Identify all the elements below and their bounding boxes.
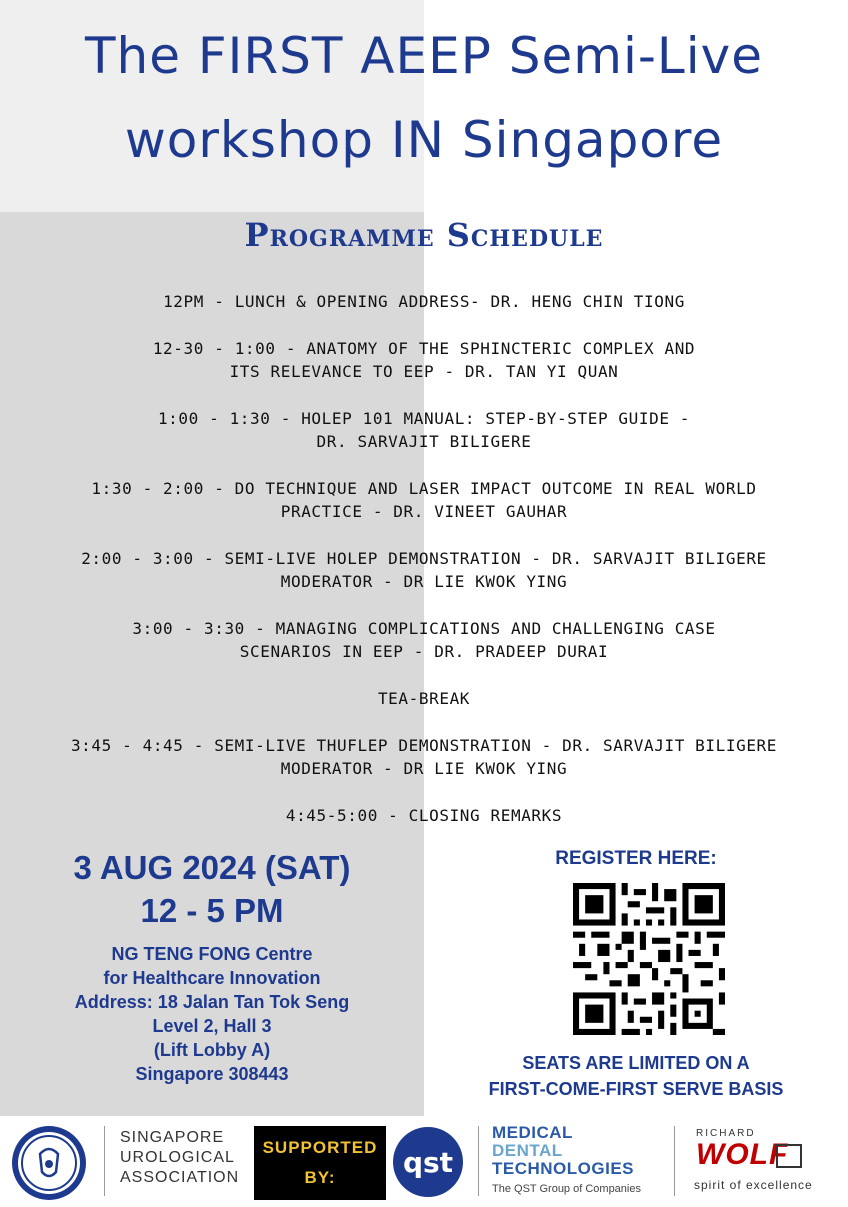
sua-name-line: SINGAPORE	[120, 1129, 225, 1146]
sua-name-line: ASSOCIATION	[120, 1169, 240, 1186]
schedule-item-line: MODERATOR - DR LIE KWOK YING	[280, 572, 568, 591]
schedule-item	[0, 617, 848, 663]
event-venue	[0, 942, 424, 1086]
sua-seal-icon	[10, 1124, 88, 1202]
wolf-top-text: RICHARD	[696, 1128, 756, 1139]
schedule-item-line: ITS RELEVANCE TO EEP - DR. TAN YI QUAN	[229, 362, 619, 381]
poster-title	[0, 14, 848, 182]
schedule-item-line: 12PM - LUNCH & OPENING ADDRESS- DR. HENG CHIN TIONG	[163, 292, 685, 311]
venue-line: Address: 18 Jalan Tan Tok Seng	[74, 992, 350, 1012]
registration-qr-code[interactable]	[573, 883, 725, 1035]
qr-code-icon	[573, 883, 725, 1035]
schedule-item	[0, 687, 848, 710]
schedule-item-line: 1:30 - 2:00 - DO TECHNIQUE AND LASER IMPACT OUTCOME IN REAL WORLD	[91, 479, 757, 498]
schedule-item	[0, 547, 848, 593]
wolf-name: WOLF	[696, 1138, 789, 1171]
schedule-item-line: 4:45-5:00 - CLOSING REMARKS	[285, 806, 563, 825]
schedule-item	[0, 804, 848, 827]
seats-line: FIRST-COME-FIRST SERVE BASIS	[488, 1079, 784, 1099]
mdt-tagline: The QST Group of Companies	[492, 1183, 641, 1195]
supported-by-line: BY:	[304, 1168, 336, 1187]
seats-line: SEATS ARE LIMITED ON A	[522, 1053, 750, 1073]
mdt-line: TECHNOLOGIES	[492, 1159, 635, 1178]
schedule-item	[0, 407, 848, 453]
footer-divider	[674, 1126, 675, 1196]
schedule-item-line: TEA-BREAK	[377, 689, 471, 708]
event-details	[0, 846, 424, 1086]
schedule-item-line: SCENARIOS IN EEP - DR. PRADEEP DURAI	[239, 642, 609, 661]
schedule-item	[0, 477, 848, 523]
footer-divider	[478, 1126, 479, 1196]
event-date: 3 AUG 2024 (SAT)	[73, 849, 351, 886]
schedule-item-line: 3:00 - 3:30 - MANAGING COMPLICATIONS AND CHALLENGING CASE	[132, 619, 716, 638]
schedule-item-line: 2:00 - 3:00 - SEMI-LIVE HOLEP DEMONSTRATION - DR. SARVAJIT BILIGERE	[81, 549, 767, 568]
venue-line: (Lift Lobby A)	[153, 1040, 271, 1060]
wolf-emblem-icon	[776, 1144, 802, 1168]
medical-dental-technologies-logo	[492, 1124, 641, 1198]
supported-by-line: SUPPORTED	[262, 1138, 378, 1157]
wolf-tagline: spirit of excellence	[694, 1178, 813, 1192]
registration-block	[424, 848, 848, 870]
footer-divider	[104, 1126, 105, 1196]
venue-line: Level 2, Hall 3	[152, 1016, 272, 1036]
programme-schedule-heading: Programme Schedule	[244, 216, 604, 254]
richard-wolf-logo	[690, 1124, 820, 1200]
schedule-item	[0, 337, 848, 383]
qst-logo	[390, 1124, 466, 1200]
venue-line: for Healthcare Innovation	[103, 968, 321, 988]
schedule-item	[0, 290, 848, 313]
qst-logo-icon	[390, 1124, 466, 1200]
title-line-1: The FIRST AEEP Semi-Live	[85, 27, 763, 85]
schedule-item-line: DR. SARVAJIT BILIGERE	[316, 432, 532, 451]
supported-by-label	[254, 1126, 386, 1200]
schedule-item-line: 1:00 - 1:30 - HOLEP 101 MANUAL: STEP-BY-STEP GUIDE -	[157, 409, 691, 428]
schedule-item-line: 12-30 - 1:00 - ANATOMY OF THE SPHINCTERIC COMPLEX AND	[152, 339, 696, 358]
schedule-item-line: 3:45 - 4:45 - SEMI-LIVE THUFLEP DEMONSTRATION - DR. SARVAJIT BILIGERE	[70, 736, 778, 755]
seats-notice	[424, 1050, 848, 1102]
schedule-item-line: PRACTICE - DR. VINEET GAUHAR	[280, 502, 568, 521]
sponsor-footer	[0, 1116, 848, 1200]
register-heading: REGISTER HERE:	[555, 848, 717, 869]
event-time: 12 - 5 PM	[140, 892, 284, 929]
venue-line: Singapore 308443	[135, 1064, 289, 1084]
venue-line: NG TENG FONG Centre	[111, 944, 313, 964]
sua-name-line: UROLOGICAL	[120, 1149, 235, 1166]
schedule-item-line: MODERATOR - DR LIE KWOK YING	[280, 759, 568, 778]
svg-text:qst: qst	[402, 1146, 454, 1179]
schedule-list	[0, 290, 848, 851]
mdt-line: DENTAL	[492, 1141, 563, 1160]
sua-name	[120, 1128, 239, 1188]
schedule-item	[0, 734, 848, 780]
singapore-urological-association-logo	[10, 1124, 88, 1202]
title-line-2: workshop IN Singapore	[124, 111, 724, 169]
mdt-line: MEDICAL	[492, 1123, 573, 1142]
